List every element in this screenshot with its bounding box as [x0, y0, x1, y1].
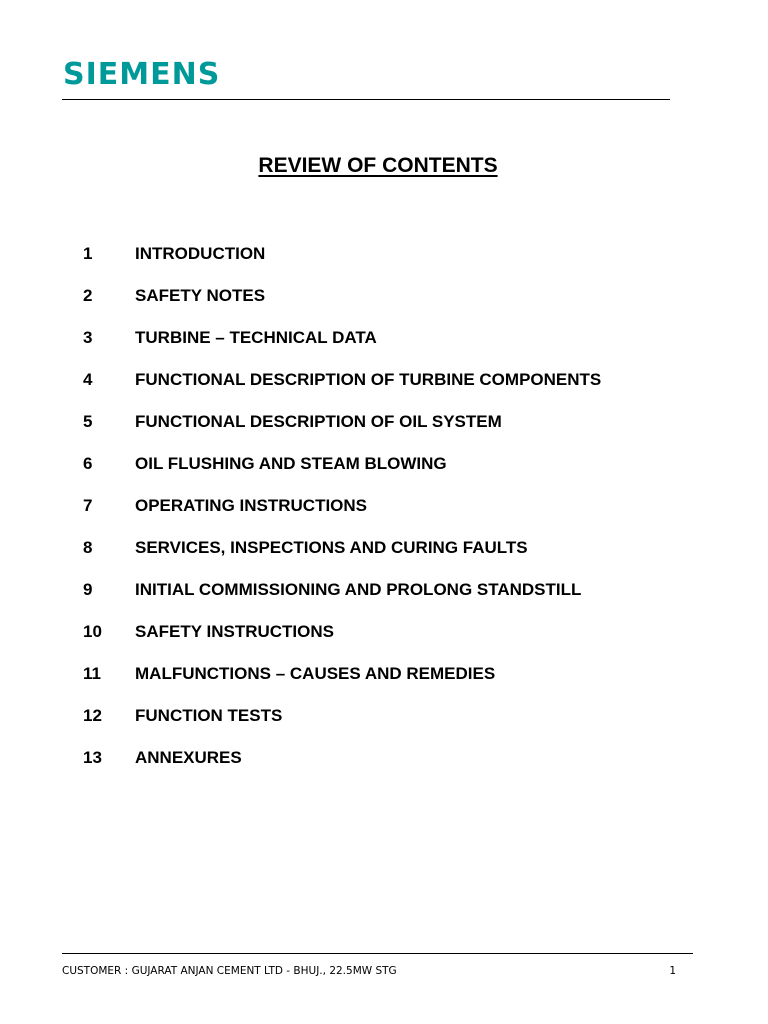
toc-item: [83, 661, 601, 703]
page-number: 1: [669, 965, 676, 977]
toc-item-number: 4: [83, 370, 93, 389]
toc-item: [83, 493, 601, 535]
toc-item-number: 12: [83, 706, 102, 725]
toc-item: [83, 535, 601, 577]
toc-item: [83, 451, 601, 493]
toc-item-number: 7: [83, 496, 93, 515]
toc-item-label: SERVICES, INSPECTIONS AND CURING FAULTS: [135, 538, 528, 557]
page-title: REVIEW OF CONTENTS: [258, 154, 498, 177]
toc-item: [83, 367, 601, 409]
toc-item: [83, 745, 601, 787]
toc-item: [83, 241, 601, 283]
toc-item-label: TURBINE – TECHNICAL DATA: [135, 328, 377, 347]
toc-item-number: 10: [83, 622, 102, 641]
toc-item: [83, 283, 601, 325]
toc-item-label: OPERATING INSTRUCTIONS: [135, 496, 368, 515]
toc-item: [83, 409, 601, 451]
toc-item-number: 5: [83, 412, 93, 431]
toc-item-label: INTRODUCTION: [135, 244, 266, 263]
footer-divider: [62, 953, 693, 954]
header-divider: [62, 99, 670, 100]
toc-item-number: 9: [83, 580, 93, 599]
toc-item-label: FUNCTIONAL DESCRIPTION OF OIL SYSTEM: [135, 412, 502, 431]
toc-item-label: ANNEXURES: [135, 748, 242, 767]
toc-item-label: SAFETY INSTRUCTIONS: [135, 622, 334, 641]
toc-item-number: 2: [83, 286, 93, 305]
toc-item-number: 6: [83, 454, 93, 473]
siemens-logo: SIEMENS: [63, 57, 221, 92]
toc-item-label: MALFUNCTIONS – CAUSES AND REMEDIES: [135, 664, 496, 683]
toc-item-number: 11: [83, 664, 101, 683]
toc-item: [83, 703, 601, 745]
toc-item-label: FUNCTIONAL DESCRIPTION OF TURBINE COMPONENTS: [135, 370, 602, 389]
toc-item-number: 8: [83, 538, 93, 557]
table-of-contents: [83, 241, 601, 787]
toc-item: [83, 325, 601, 367]
toc-item-number: 1: [83, 244, 93, 263]
footer-customer-text: CUSTOMER : GUJARAT ANJAN CEMENT LTD - BHUJ., 22.5MW STG: [62, 965, 397, 977]
toc-item: [83, 577, 601, 619]
toc-item-number: 3: [83, 328, 93, 347]
toc-item-label: SAFETY NOTES: [135, 286, 266, 305]
page-footer: [62, 963, 676, 979]
toc-item-label: FUNCTION TESTS: [135, 706, 283, 725]
toc-item: [83, 619, 601, 661]
toc-item-label: OIL FLUSHING AND STEAM BLOWING: [135, 454, 447, 473]
toc-item-label: INITIAL COMMISSIONING AND PROLONG STANDSTILL: [135, 580, 582, 599]
toc-item-number: 13: [83, 748, 102, 767]
